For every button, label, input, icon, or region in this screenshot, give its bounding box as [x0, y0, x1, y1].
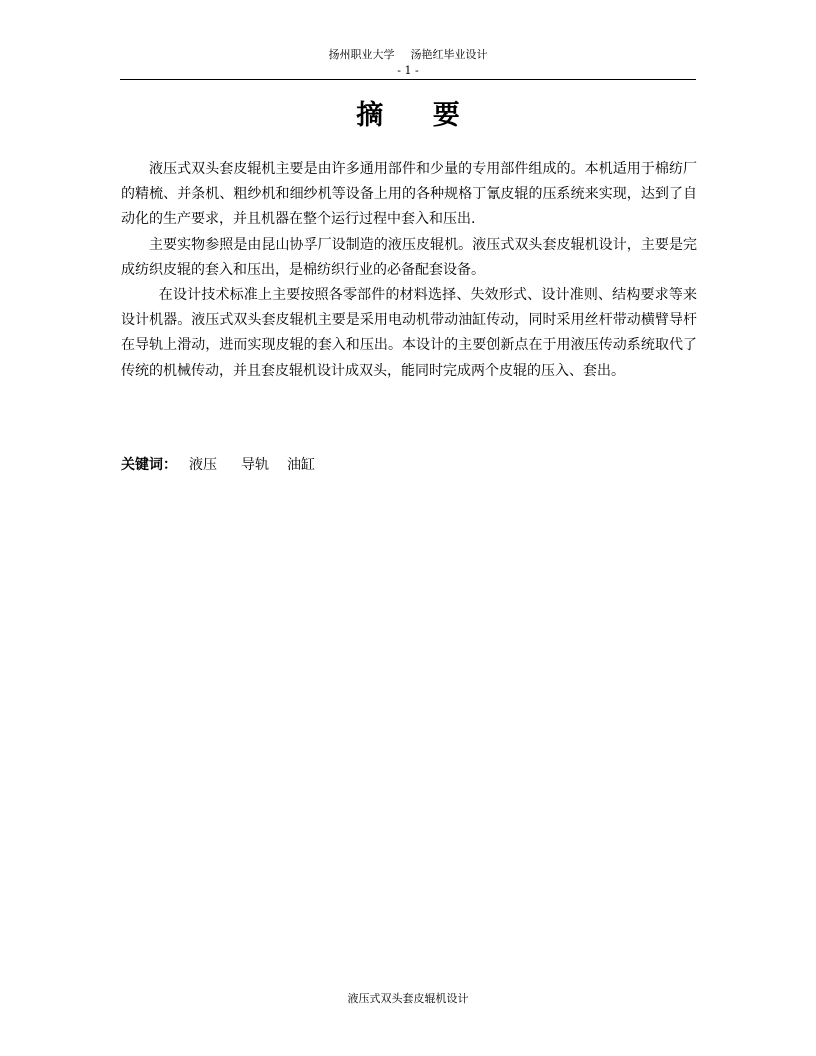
keywords-line [121, 453, 697, 477]
header-page-number: - 1 - [397, 64, 419, 77]
header-school: 扬州职业大学 [328, 48, 395, 61]
page-footer: 液压式双头套皮辊机设计 [347, 992, 469, 1005]
abstract-paragraph: 液压式双头套皮辊机主要是由许多通用部件和少量的专用部件组成的。本机适用于棉纺厂的精梳、并条机、粗纱机和细纱机等设备上用的各种规格丁氰皮辊的压系统来实现，达到了自动化的生产要求，并且机器在整个运行过程中套入和压出. [121, 161, 697, 228]
header-author-title: 汤艳红毕业设计 [410, 48, 488, 61]
keywords-label: 关键词： [121, 457, 177, 473]
header-divider [120, 79, 696, 80]
keyword-term: 液压 [189, 457, 217, 473]
keyword-term: 导轨 [241, 457, 269, 473]
abstract-title: 摘 要 [356, 100, 480, 131]
page-header [0, 48, 816, 62]
abstract-paragraph: 主要实物参照是由昆山协孚厂设制造的液压皮辊机。液压式双头套皮辊机设计，主要是完成纺织皮辊的套入和压出，是棉纺织行业的必备配套设备。 [121, 236, 697, 278]
abstract-paragraph: 在设计技术标准上主要按照各零部件的材料选择、失效形式、设计准则、结构要求等来设计机器。液压式双头套皮辊机主要是采用电动机带动油缸传动，同时采用丝杆带动横臂导杆在导轨上滑动，进而实现皮辊的套入和压出。本设计的主要创新点在于用液压传动系统取代了传统的机械传动，并且套皮辊机设计成双头，能同时完成两个皮辊的压入、套出。 [121, 287, 697, 379]
keyword-term: 油缸 [287, 457, 315, 473]
abstract-body [121, 157, 697, 384]
